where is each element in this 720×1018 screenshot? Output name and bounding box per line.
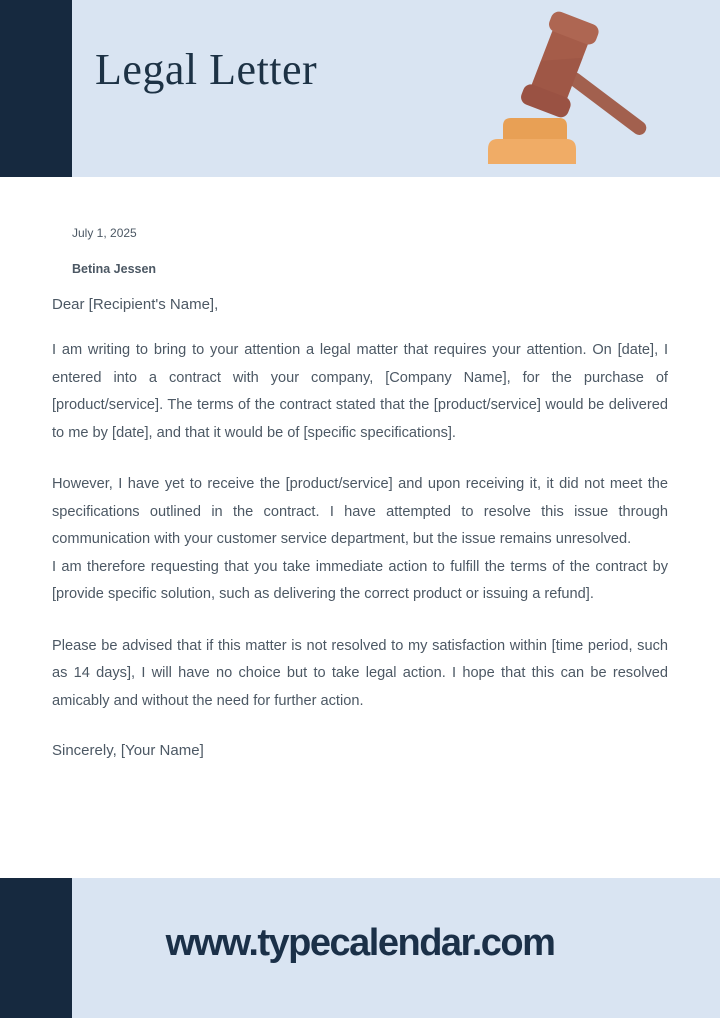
salutation: Dear [Recipient's Name], <box>52 296 219 313</box>
letter-body <box>52 177 668 759</box>
gavel-icon <box>478 8 668 170</box>
paragraph-1: I am writing to bring to your attention a legal matter that requires your attention. On [date], I entered into a contract with your company, [Company Name], for the purchase of [product/service]. The terms of the contract stated that the [product/service] would be delivered to me by [date], and that it would be of [specific specifications]. <box>52 342 668 441</box>
website-url: www.typecalendar.com <box>165 922 555 964</box>
header-accent-block <box>0 0 72 177</box>
paragraph-2: However, I have yet to receive the [product/service] and upon receiving it, it did not meet the specifications outlined in the contract. I have attempted to resolve this issue through communication with your customer service department, but the issue remains unresolved. <box>52 476 668 547</box>
sender-name: Betina Jessen <box>72 262 157 276</box>
letter-date: July 1, 2025 <box>72 226 137 240</box>
header-banner <box>0 0 720 177</box>
paragraph-3: I am therefore requesting that you take immediate action to fulfill the terms of the contract by [provide specific solution, such as delivering the correct product or issuing a refund]. <box>52 558 668 602</box>
page-title: Legal Letter <box>95 45 318 94</box>
paragraph-4: Please be advised that if this matter is not resolved to my satisfaction within [time period, such as 14 days], I will have no choice but to take legal action. I hope that this can be resolved amicably and without the need for further action. <box>52 637 668 709</box>
closing-signature: Sincerely, [Your Name] <box>52 742 204 759</box>
footer-banner <box>0 878 720 1018</box>
gavel-icon-svg <box>478 8 668 170</box>
